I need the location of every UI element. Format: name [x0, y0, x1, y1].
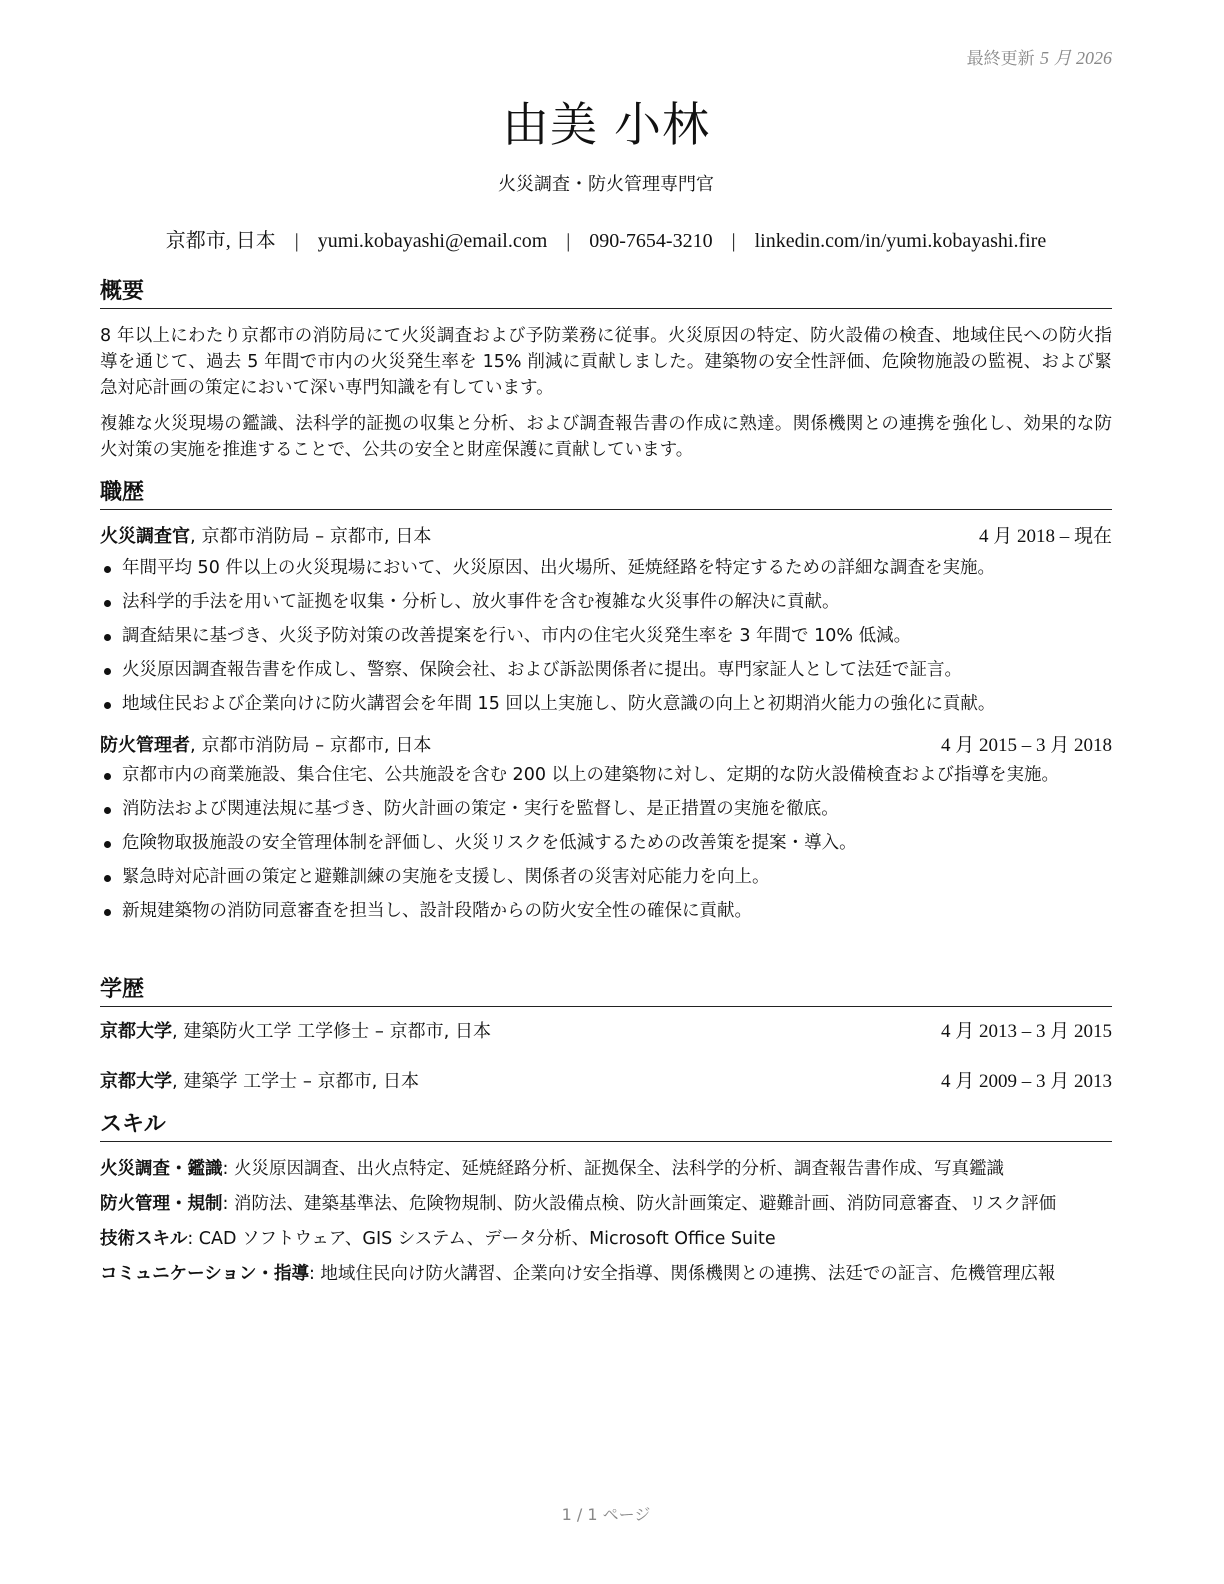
job-bullets [100, 763, 1112, 924]
contact-location: 京都市, 日本 [165, 230, 276, 252]
job-role: 火災調査官 [100, 526, 190, 547]
list-item: 法科学的手法を用いて証拠を収集・分析し、放火事件を含む複雑な火災事件の解決に貢献。 [100, 590, 1112, 615]
candidate-title: 火災調査・防火管理専門官 [498, 174, 714, 195]
resume-page [100, 0, 1112, 1584]
contact-separator: | [294, 230, 299, 252]
summary-paragraph: 複雑な火災現場の鑑識、法科学的証拠の収集と分析、および調査報告書の作成に熟達。関係機関との連携を強化し、効果的な防火対策の実施を推進することで、公共の安全と財産保護に貢献しています。 [100, 414, 1112, 460]
skill-value: : CAD ソフトウェア、GIS システム、データ分析、Microsoft Office Suite [187, 1229, 776, 1249]
experience-section [100, 479, 1112, 933]
job-org: , 京都市消防局 – 京都市, 日本 [190, 526, 432, 547]
job-header [100, 524, 1112, 550]
skill-value: : 地域住民向け防火講習、企業向け安全指導、関係機関との連携、法廷での証言、危機管理広報 [308, 1264, 1056, 1284]
job-dates: 4 月 2015 – 3 月 2018 [940, 735, 1112, 756]
list-item: 京都市内の商業施設、集合住宅、公共施設を含む 200 以上の建築物に対し、定期的な防火設備検査および指導を実施。 [100, 763, 1112, 788]
contact-phone[interactable]: 090-7654-3210 [589, 230, 713, 252]
skill-label: 火災調査・鑑識 [100, 1159, 223, 1179]
skill-value: : 火災原因調査、出火点特定、延焼経路分析、証拠保全、法科学的分析、調査報告書作成、写真鑑識 [222, 1159, 1004, 1179]
education-heading: 学歴 [100, 976, 1112, 1007]
skills-heading: スキル [100, 1111, 1112, 1142]
contact-line [100, 224, 1112, 253]
education-school: 京都大学 [100, 1071, 172, 1092]
job-header [100, 733, 1112, 759]
skills-section [100, 1111, 1112, 1296]
education-detail: , 建築学 工学士 – 京都市, 日本 [172, 1071, 420, 1092]
education-dates: 4 月 2009 – 3 月 2013 [940, 1071, 1112, 1092]
contact-email[interactable]: yumi.kobayashi@email.com [317, 230, 548, 252]
education-school: 京都大学 [100, 1021, 172, 1042]
job-entry [100, 524, 1112, 717]
list-item: 消防法および関連法規に基づき、防火計画の策定・実行を監督し、是正措置の実施を徹底。 [100, 797, 1112, 822]
job-org: , 京都市消防局 – 京都市, 日本 [190, 735, 432, 756]
list-item: 危険物取扱施設の安全管理体制を評価し、火災リスクを低減するための改善策を提案・導入。 [100, 831, 1112, 856]
last-updated [967, 44, 1112, 70]
contact-separator: | [731, 230, 736, 252]
page-number: 1 / 1 ページ [561, 1505, 651, 1524]
list-item: 緊急時対応計画の策定と避難訓練の実施を支援し、関係者の災害対応能力を向上。 [100, 865, 1112, 890]
list-item: 調査結果に基づき、火災予防対策の改善提案を行い、市内の住宅火災発生率を 3 年間で 10% 低減。 [100, 624, 1112, 649]
education-detail: , 建築防火工学 工学修士 – 京都市, 日本 [172, 1021, 492, 1042]
job-dates: 4 月 2018 – 現在 [978, 526, 1112, 547]
last-updated-prefix: 最終更新 [966, 49, 1035, 69]
summary-paragraph: 8 年以上にわたり京都市の消防局にて火災調査および予防業務に従事。火災原因の特定、防火設備の検査、地域住民への防火指導を通じて、過去 5 年間で市内の火災発生率を 15% 削減に貢献しました。建築物の安全性評価、危険物施設の監視、および緊急対応計画の策定において深い専門知識を有しています。 [100, 326, 1112, 398]
list-item: 年間平均 50 件以上の火災現場において、火災原因、出火場所、延焼経路を特定するための詳細な調査を実施。 [100, 556, 1112, 581]
skill-item [100, 1191, 1112, 1217]
skill-value: : 消防法、建築基準法、危険物規制、防火設備点検、防火計画策定、避難計画、消防同意審査、リスク評価 [222, 1194, 1057, 1214]
job-entry [100, 733, 1112, 924]
experience-heading: 職歴 [100, 479, 1112, 510]
skill-item [100, 1226, 1112, 1252]
summary-section [100, 278, 1112, 463]
candidate-name: 由美 小林 [502, 98, 710, 153]
skill-item [100, 1156, 1112, 1182]
skill-label: 防火管理・規制 [100, 1194, 223, 1214]
list-item: 新規建築物の消防同意審査を担当し、設計段階からの防火安全性の確保に貢献。 [100, 899, 1112, 924]
skill-label: 技術スキル [100, 1229, 188, 1249]
contact-separator: | [566, 230, 571, 252]
contact-linkedin[interactable]: linkedin.com/in/yumi.kobayashi.fire [754, 230, 1047, 252]
skill-label: コミュニケーション・指導 [100, 1264, 309, 1284]
education-dates: 4 月 2013 – 3 月 2015 [940, 1021, 1112, 1042]
list-item: 地域住民および企業向けに防火講習会を年間 15 回以上実施し、防火意識の向上と初期消火能力の強化に貢献。 [100, 692, 1112, 717]
skills-list [100, 1156, 1112, 1287]
list-item: 火災原因調査報告書を作成し、警察、保険会社、および訴訟関係者に提出。専門家証人として法廷で証言。 [100, 658, 1112, 683]
education-section [100, 976, 1112, 1095]
job-role: 防火管理者 [100, 735, 190, 756]
summary-heading: 概要 [100, 278, 1112, 309]
education-entry [100, 1069, 1112, 1095]
last-updated-date: 5 月 2026 [1040, 48, 1112, 68]
skill-item [100, 1261, 1112, 1287]
education-entry [100, 1019, 1112, 1045]
job-bullets [100, 556, 1112, 717]
